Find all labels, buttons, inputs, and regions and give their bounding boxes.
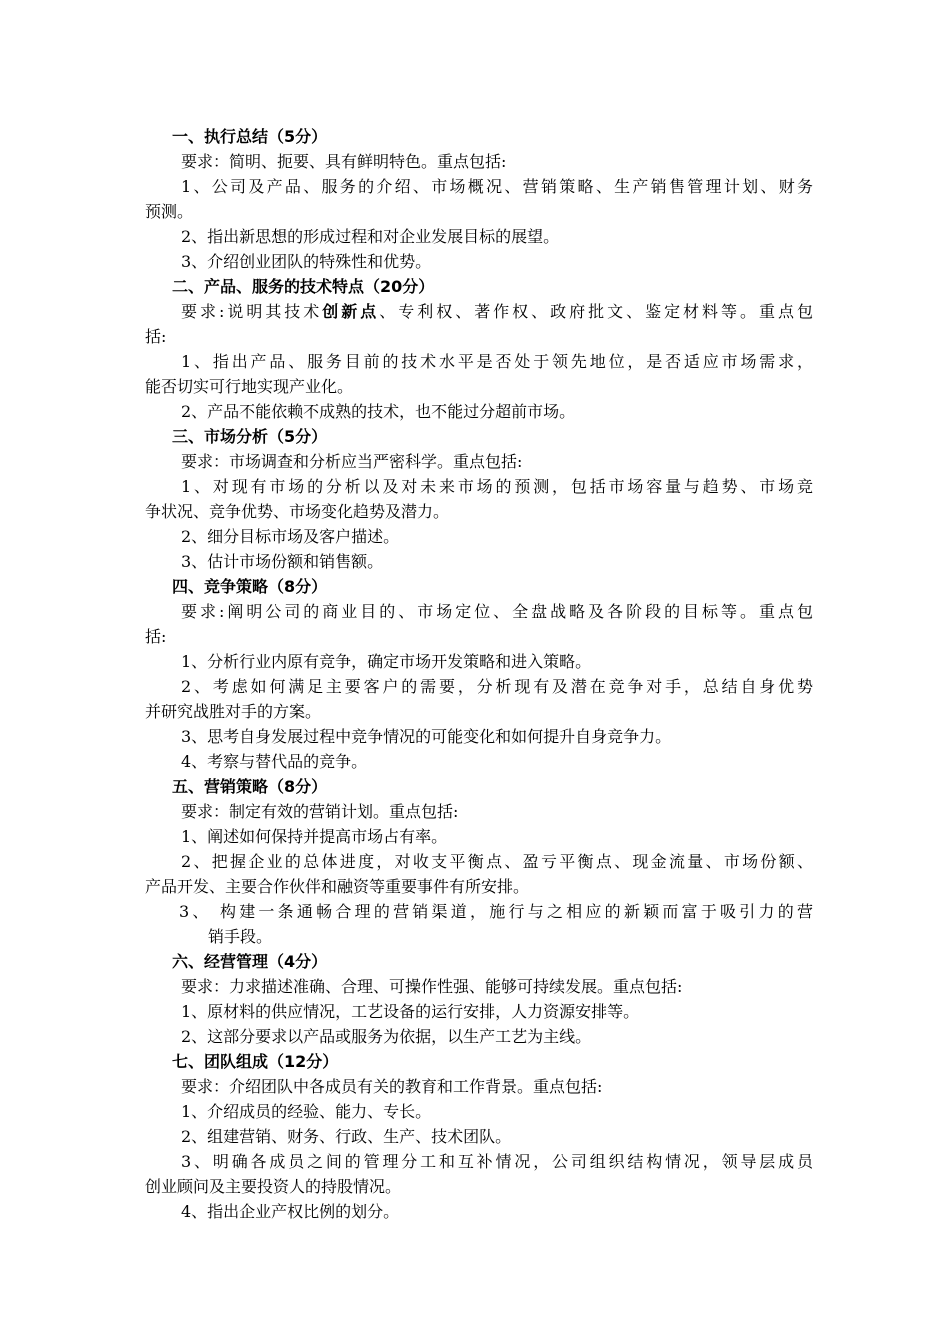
list-item: 3、思考自身发展过程中竞争情况的可能变化和如何提升自身竞争力。 xyxy=(181,727,672,746)
requirement-text: 要求：介绍团队中各成员有关的教育和工作背景。重点包括: xyxy=(181,1077,603,1096)
list-item: 3、估计市场份额和销售额。 xyxy=(181,552,384,571)
list-item: 2、组建营销、财务、行政、生产、技术团队。 xyxy=(181,1127,512,1146)
list-item: 1、公司及产品、服务的介绍、市场概况、营销策略、生产销售管理计划、财务 xyxy=(181,177,813,196)
list-item: 1、指出产品、服务目前的技术水平是否处于领先地位，是否适应市场需求， xyxy=(181,352,813,371)
list-item: 2、产品不能依赖不成熟的技术，也不能过分超前市场。 xyxy=(181,402,576,421)
requirement-text: 要求：简明、扼要、具有鲜明特色。重点包括: xyxy=(181,152,507,171)
list-item: 3、明确各成员之间的管理分工和互补情况，公司组织结构情况，领导层成员 xyxy=(181,1152,813,1171)
emphasis-text: 创新点 xyxy=(322,302,380,321)
list-item: 1、对现有市场的分析以及对未来市场的预测，包括市场容量与趋势、市场竞 xyxy=(181,477,813,496)
list-item: 2、考虑如何满足主要客户的需要，分析现有及潜在竞争对手，总结自身优势 xyxy=(181,677,813,696)
requirement-text: 要求:阐明公司的商业目的、市场定位、全盘战略及各阶段的目标等。重点包 xyxy=(181,602,813,621)
list-item-continuation: 销手段。 xyxy=(208,927,273,946)
requirement-text xyxy=(145,299,813,324)
section-heading: 三、市场分析（5分） xyxy=(172,427,328,446)
requirement-text: 要求：制定有效的营销计划。重点包括: xyxy=(181,802,459,821)
list-item: 2、把握企业的总体进度，对收支平衡点、盈亏平衡点、现金流量、市场份额、 xyxy=(181,852,813,871)
list-item-continuation: 创业顾问及主要投资人的持股情况。 xyxy=(145,1177,402,1196)
list-item-continuation: 括: xyxy=(145,327,167,346)
list-item: 4、考察与替代品的竞争。 xyxy=(181,752,368,771)
list-item: 4、指出企业产权比例的划分。 xyxy=(181,1202,400,1221)
list-item: 3、 构建一条通畅合理的营销渠道，施行与之相应的新颖而富于吸引力的营 xyxy=(179,902,813,921)
section-heading: 四、竞争策略（8分） xyxy=(172,577,328,596)
list-item: 1、原材料的供应情况，工艺设备的运行安排，人力资源安排等。 xyxy=(181,1002,640,1021)
list-item: 1、分析行业内原有竞争，确定市场开发策略和进入策略。 xyxy=(181,652,592,671)
list-item-continuation: 并研究战胜对手的方案。 xyxy=(145,702,322,721)
section-heading: 二、产品、服务的技术特点（20分） xyxy=(172,277,435,296)
section-heading: 五、营销策略（8分） xyxy=(172,777,328,796)
list-item: 3、介绍创业团队的特殊性和优势。 xyxy=(181,252,432,271)
text-segment: 要求:说明其技术 xyxy=(181,302,323,321)
document-body xyxy=(145,124,813,1224)
requirement-text: 要求：力求描述准确、合理、可操作性强、能够可持续发展。重点包括: xyxy=(181,977,683,996)
section-heading: 七、团队组成（12分） xyxy=(172,1052,339,1071)
list-item-continuation: 能否切实可行地实现产业化。 xyxy=(145,377,354,396)
section-heading: 一、执行总结（5分） xyxy=(172,127,328,146)
list-item-continuation: 预测。 xyxy=(145,202,194,221)
list-item: 1、阐述如何保持并提高市场占有率。 xyxy=(181,827,448,846)
list-item: 1、介绍成员的经验、能力、专长。 xyxy=(181,1102,432,1121)
list-item: 2、指出新思想的形成过程和对企业发展目标的展望。 xyxy=(181,227,560,246)
list-item: 2、这部分要求以产品或服务为依据，以生产工艺为主线。 xyxy=(181,1027,592,1046)
list-item-continuation: 争状况、竞争优势、市场变化趋势及潜力。 xyxy=(145,502,450,521)
list-item-continuation: 括: xyxy=(145,627,167,646)
list-item-continuation: 产品开发、主要合作伙伴和融资等重要事件有所安排。 xyxy=(145,877,530,896)
requirement-text: 要求：市场调查和分析应当严密科学。重点包括: xyxy=(181,452,523,471)
section-heading: 六、经营管理（4分） xyxy=(172,952,328,971)
text-segment: 、专利权、著作权、政府批文、鉴定材料等。重点包 xyxy=(379,302,813,321)
list-item: 2、细分目标市场及客户描述。 xyxy=(181,527,400,546)
